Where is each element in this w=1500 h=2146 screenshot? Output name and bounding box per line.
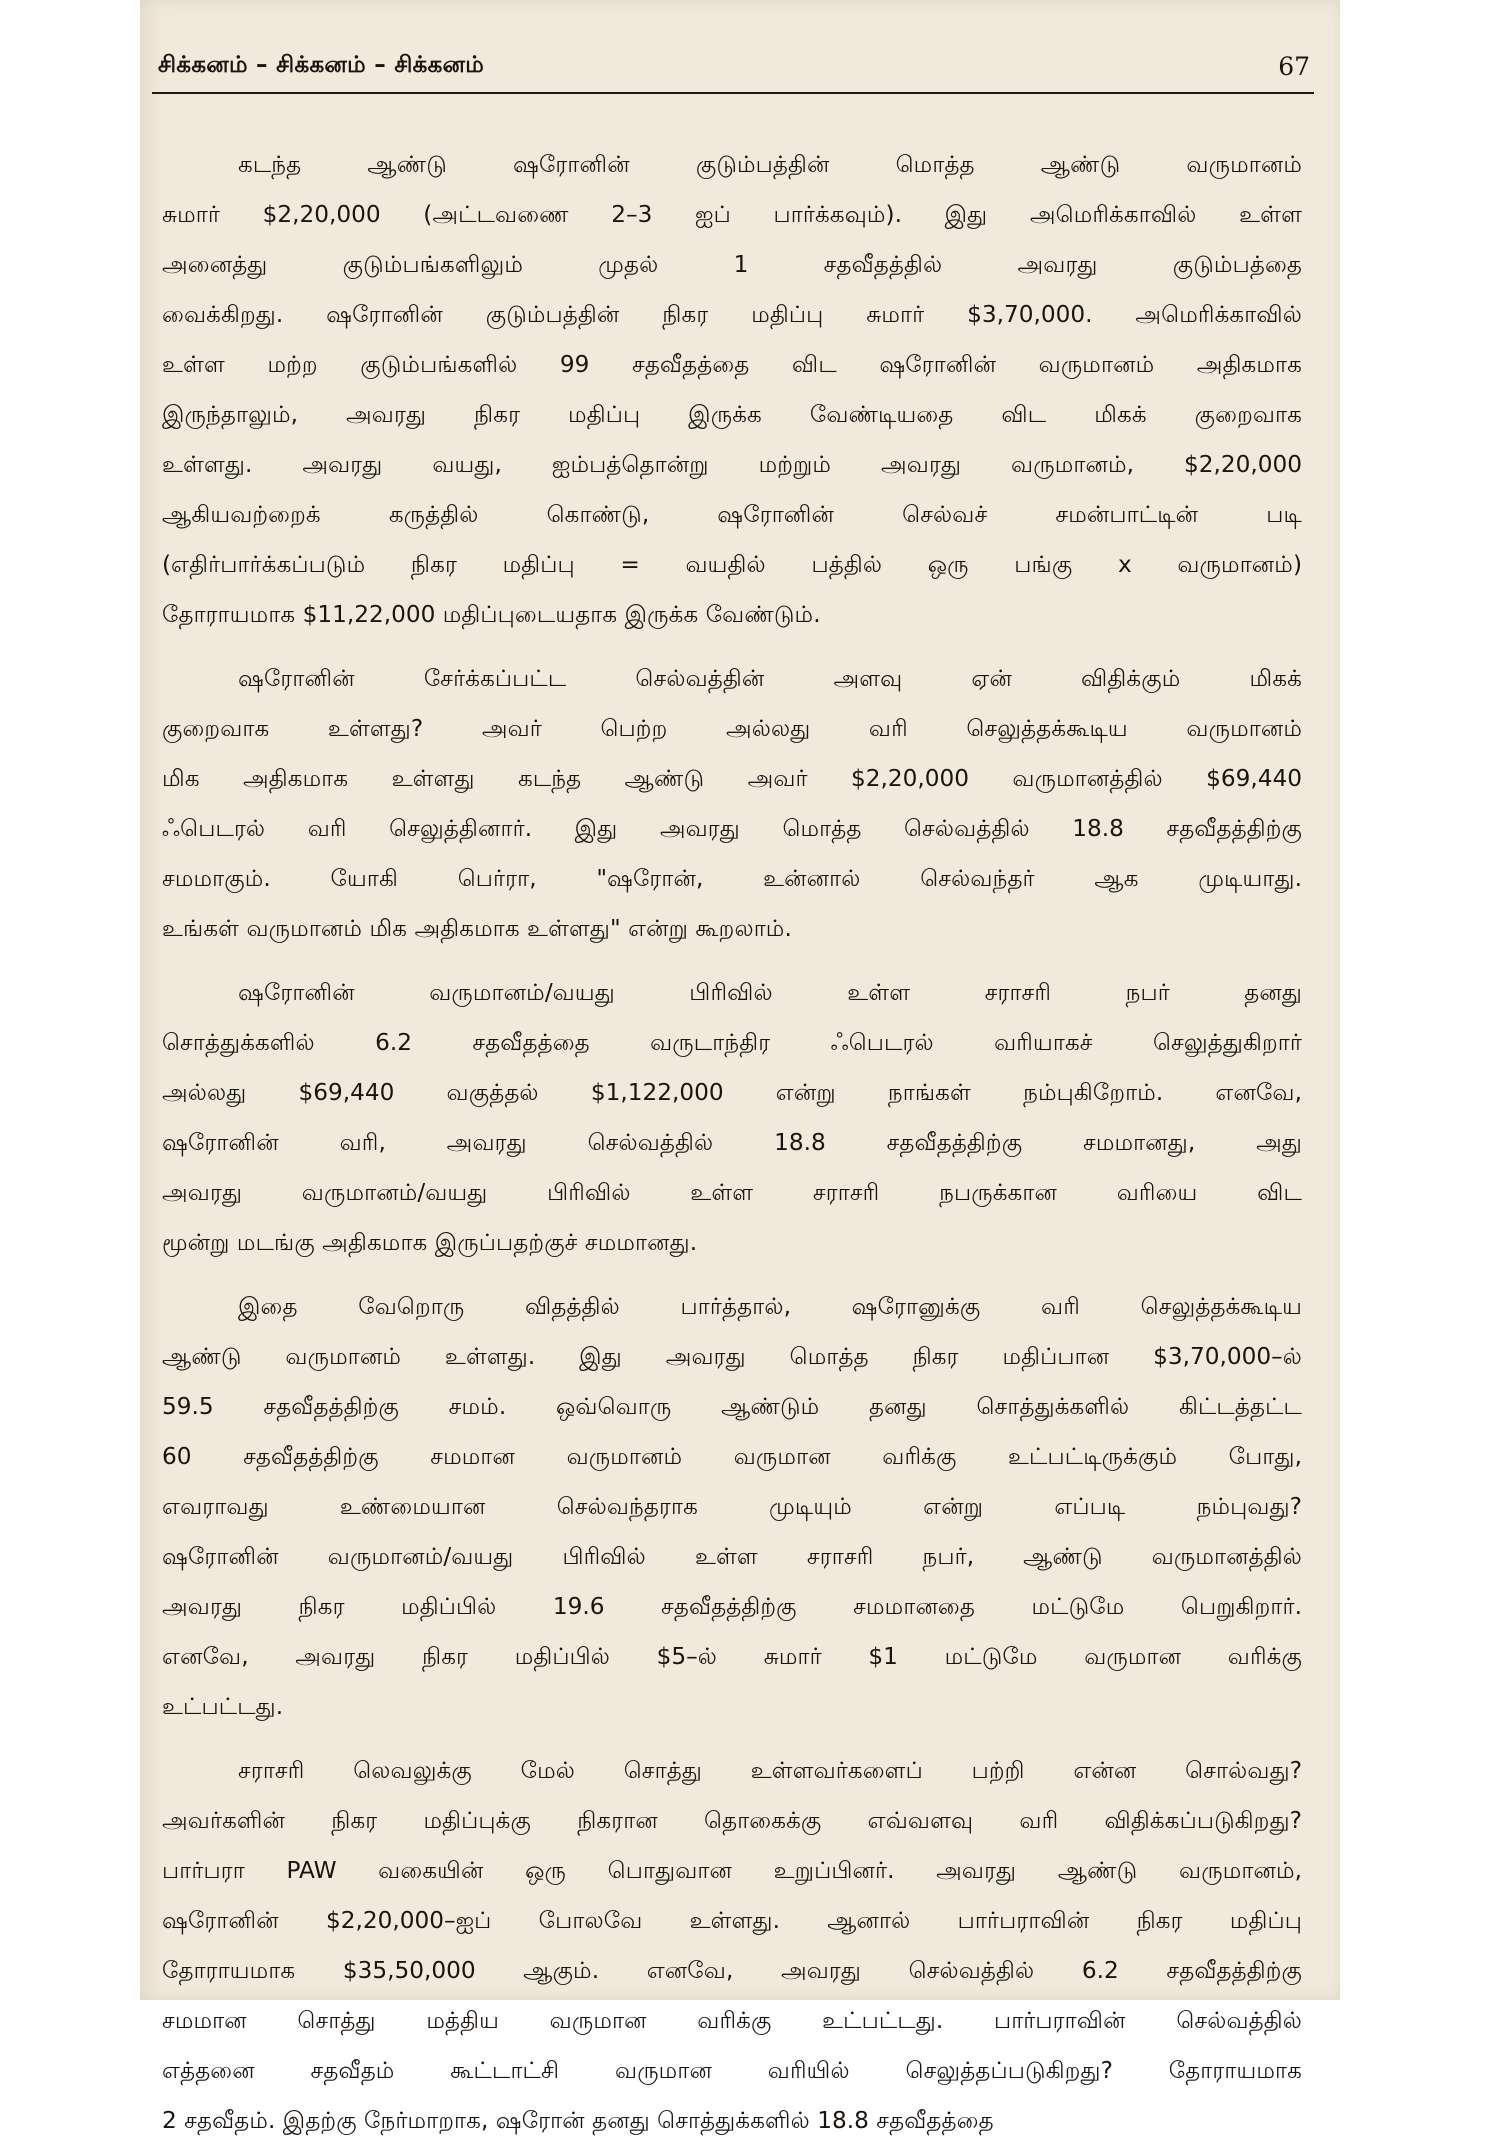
text-line: அவரது வருமானம்/வயது பிரிவில் உள்ள சராசரி நபருக்கான வரியை விட	[162, 1179, 1302, 1206]
paragraph	[162, 140, 1302, 640]
text-line: 60 சதவீதத்திற்கு சமமான வருமானம் வருமான வரிக்கு உட்பட்டிருக்கும் போது,	[162, 1443, 1302, 1470]
paragraph	[162, 968, 1302, 1268]
text-line: ஷரோனின் வரி, அவரது செல்வத்தில் 18.8 சதவீதத்திற்கு சமமானது, அது	[162, 1129, 1302, 1156]
text-line: மூன்று மடங்கு அதிகமாக இருப்பதற்குச் சமமானது.	[162, 1229, 698, 1256]
text-line: ஷரோனின் சேர்க்கப்பட்ட செல்வத்தின் அளவு ஏன் விதிக்கும் மிகக்	[238, 665, 1302, 692]
page-number: 67	[1278, 52, 1310, 81]
paragraph	[162, 654, 1302, 954]
text-line: தோராயமாக $11,22,000 மதிப்புடையதாக இருக்க வேண்டும்.	[162, 601, 821, 628]
running-head: சிக்கனம் – சிக்கனம் – சிக்கனம்	[158, 52, 485, 78]
text-line: ஆண்டு வருமானம் உள்ளது. இது அவரது மொத்த நிகர மதிப்பான $3,70,000–ல்	[162, 1343, 1302, 1370]
text-line: உள்ள மற்ற குடும்பங்களில் 99 சதவீதத்தை விட ஷரோனின் வருமானம் அதிகமாக	[162, 351, 1302, 378]
text-line: ஷரோனின் $2,20,000–ஐப் போலவே உள்ளது. ஆனால் பார்பராவின் நிகர மதிப்பு	[162, 1907, 1302, 1934]
text-line: அவர்களின் நிகர மதிப்புக்கு நிகரான தொகைக்கு எவ்வளவு வரி விதிக்கப்படுகிறது?	[162, 1807, 1302, 1834]
text-line: அனைத்து குடும்பங்களிலும் முதல் 1 சதவீதத்தில் அவரது குடும்பத்தை	[162, 251, 1302, 278]
paragraph	[162, 1746, 1302, 2146]
text-line: சொத்துக்களில் 6.2 சதவீதத்தை வருடாந்திர ஃபெடரல் வரியாகச் செலுத்துகிறார்	[162, 1029, 1302, 1056]
text-line: சமமான சொத்து மத்திய வருமான வரிக்கு உட்பட்டது. பார்பராவின் செல்வத்தில்	[162, 2007, 1302, 2034]
text-line: எத்தனை சதவீதம் கூட்டாட்சி வருமான வரியில் செலுத்தப்படுகிறது? தோராயமாக	[162, 2057, 1302, 2084]
text-line: சராசரி லெவலுக்கு மேல் சொத்து உள்ளவர்களைப் பற்றி என்ன சொல்வது?	[238, 1757, 1302, 1784]
text-line: சுமார் $2,20,000 (அட்டவணை 2–3 ஐப் பார்க்கவும்). இது அமெரிக்காவில் உள்ள	[162, 201, 1302, 228]
text-line: மிக அதிகமாக உள்ளது கடந்த ஆண்டு அவர் $2,20,000 வருமானத்தில் $69,440	[162, 765, 1302, 792]
text-line: வைக்கிறது. ஷரோனின் குடும்பத்தின் நிகர மதிப்பு சுமார் $3,70,000. அமெரிக்காவில்	[162, 301, 1302, 328]
text-line: அவரது நிகர மதிப்பில் 19.6 சதவீதத்திற்கு சமமானதை மட்டுமே பெறுகிறார்.	[162, 1593, 1302, 1620]
text-line: உள்ளது. அவரது வயது, ஐம்பத்தொன்று மற்றும் அவரது வருமானம், $2,20,000	[162, 451, 1302, 478]
text-line: உங்கள் வருமானம் மிக அதிகமாக உள்ளது" என்று கூறலாம்.	[162, 915, 792, 942]
text-line: தோராயமாக $35,50,000 ஆகும். எனவே, அவரது செல்வத்தில் 6.2 சதவீதத்திற்கு	[162, 1957, 1302, 1984]
text-line: 59.5 சதவீதத்திற்கு சமம். ஒவ்வொரு ஆண்டும் தனது சொத்துக்களில் கிட்டத்தட்ட	[162, 1393, 1302, 1420]
text-line: ஷரோனின் வருமானம்/வயது பிரிவில் உள்ள சராசரி நபர், ஆண்டு வருமானத்தில்	[162, 1543, 1302, 1570]
text-line: உட்பட்டது.	[162, 1693, 284, 1720]
text-line: 2 சதவீதம். இதற்கு நேர்மாறாக, ஷரோன் தனது சொத்துக்களில் 18.8 சதவீதத்தை	[162, 2107, 994, 2134]
text-line: அல்லது $69,440 வகுத்தல் $1,122,000 என்று நாங்கள் நம்புகிறோம். எனவே,	[162, 1079, 1302, 1106]
text-line: எவராவது உண்மையான செல்வந்தராக முடியும் என்று எப்படி நம்புவது?	[162, 1493, 1302, 1520]
text-line: இருந்தாலும், அவரது நிகர மதிப்பு இருக்க வேண்டியதை விட மிகக் குறைவாக	[162, 401, 1302, 428]
text-line: ஷரோனின் வருமானம்/வயது பிரிவில் உள்ள சராசரி நபர் தனது	[238, 979, 1302, 1006]
text-line: ஃபெடரல் வரி செலுத்தினார். இது அவரது மொத்த செல்வத்தில் 18.8 சதவீதத்திற்கு	[162, 815, 1302, 842]
body-text	[162, 140, 1302, 2146]
page-header	[152, 48, 1314, 94]
text-line: எனவே, அவரது நிகர மதிப்பில் $5–ல் சுமார் $1 மட்டுமே வருமான வரிக்கு	[162, 1643, 1302, 1670]
text-line: பார்பரா PAW வகையின் ஒரு பொதுவான உறுப்பினர். அவரது ஆண்டு வருமானம்,	[162, 1857, 1302, 1884]
text-line: சமமாகும். யோகி பெர்ரா, "ஷரோன், உன்னால் செல்வந்தர் ஆக முடியாது.	[162, 865, 1302, 892]
text-line: இதை வேறொரு விதத்தில் பார்த்தால், ஷரோனுக்கு வரி செலுத்தக்கூடிய	[238, 1293, 1302, 1320]
text-line: கடந்த ஆண்டு ஷரோனின் குடும்பத்தின் மொத்த ஆண்டு வருமானம்	[238, 151, 1302, 178]
text-line: ஆகியவற்றைக் கருத்தில் கொண்டு, ஷரோனின் செல்வச் சமன்பாட்டின் படி	[162, 501, 1302, 528]
text-line: (எதிர்பார்க்கப்படும் நிகர மதிப்பு = வயதில் பத்தில் ஒரு பங்கு x வருமானம்)	[162, 551, 1302, 578]
text-line: குறைவாக உள்ளது? அவர் பெற்ற அல்லது வரி செலுத்தக்கூடிய வருமானம்	[162, 715, 1302, 742]
paragraph	[162, 1282, 1302, 1732]
